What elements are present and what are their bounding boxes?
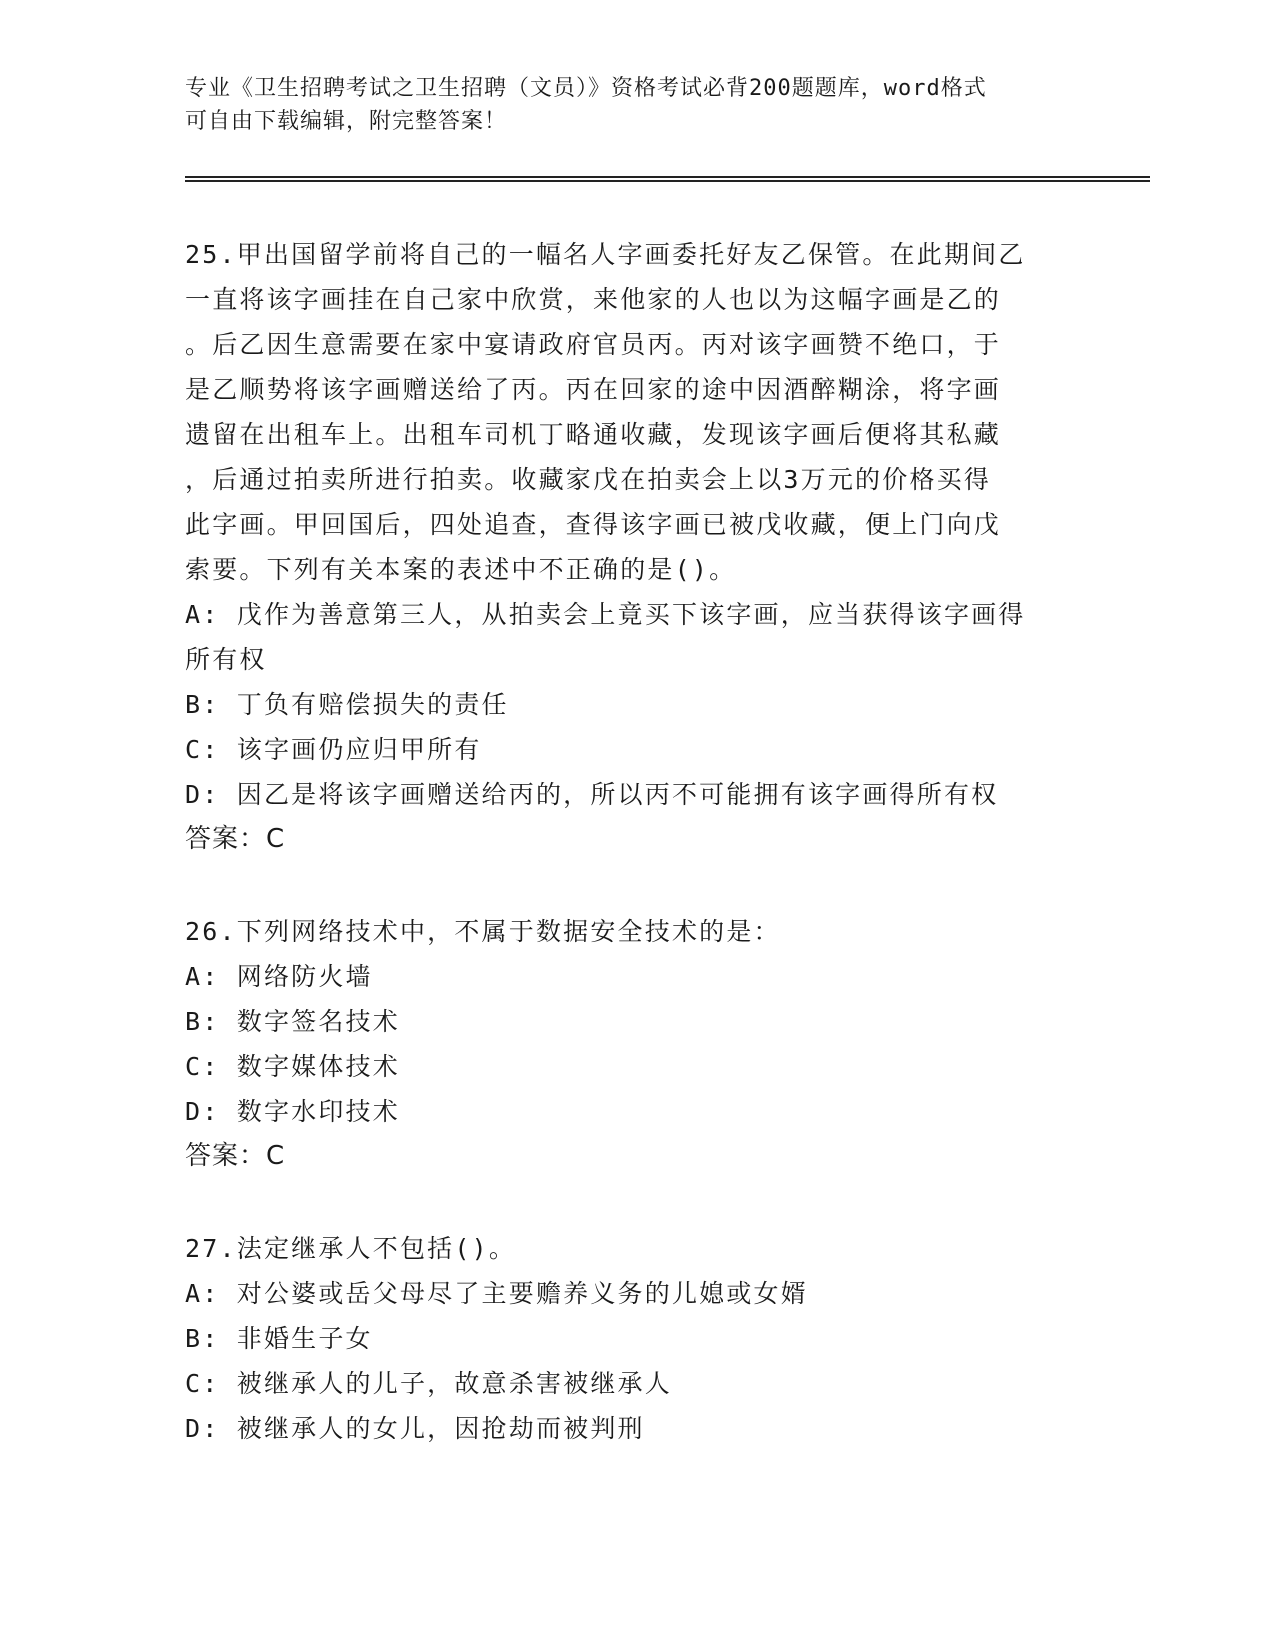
option-a: A: 戊作为善意第三人，从拍卖会上竟买下该字画，应当获得该字画得 [185,600,1026,629]
option-a: A: 对公婆或岳父母尽了主要赡养义务的儿媳或女婿 [185,1279,808,1308]
option-d: D: 数字水印技术 [185,1097,400,1126]
question-stem-line: 。后乙因生意需要在家中宴请政府官员丙。丙对该字画赞不绝口，于 [185,330,1002,359]
question-26 [185,909,1085,1179]
option-d: D: 被继承人的女儿，因抢劫而被判刑 [185,1414,645,1443]
option-b: B: 数字签名技术 [185,1007,400,1036]
option-c: C: 被继承人的儿子，故意杀害被继承人 [185,1369,672,1398]
question-stem-line: 此字画。甲回国后，四处追查，查得该字画已被戊收藏，便上门向戊 [185,510,1002,539]
question-spacer [185,862,1085,909]
option-b: B: 丁负有赔偿损失的责任 [185,690,509,719]
question-stem-line: 一直将该字画挂在自己家中欣赏，来他家的人也以为这幅字画是乙的 [185,285,1002,314]
question-25 [185,232,1085,862]
option-b: B: 非婚生子女 [185,1324,373,1353]
document-header [185,72,1065,138]
header-line-1: 专业《卫生招聘考试之卫生招聘（文员）》资格考试必背200题题库，word格式 [185,76,987,101]
option-a: A: 网络防火墙 [185,962,373,991]
answer-label: 答案：C [185,824,286,854]
question-stem-line: 25.甲出国留学前将自己的一幅名人字画委托好友乙保管。在此期间乙 [185,240,1026,269]
question-stem-line: 遗留在出租车上。出租车司机丁略通收藏，发现该字画后便将其私藏 [185,420,1002,449]
question-stem-line: 是乙顺势将该字画赠送给了丙。丙在回家的途中因酒醉糊涂，将字画 [185,375,1002,404]
option-c: C: 该字画仍应归甲所有 [185,735,482,764]
question-stem-line: 索要。下列有关本案的表述中不正确的是()。 [185,555,737,584]
question-stem-line: ，后通过拍卖所进行拍卖。收藏家戊在拍卖会上以3万元的价格买得 [185,465,992,494]
option-d: D: 因乙是将该字画赠送给丙的，所以丙不可能拥有该字画得所有权 [185,780,999,809]
question-27 [185,1226,1085,1451]
question-spacer [185,1179,1085,1226]
header-line-2: 可自由下载编辑，附完整答案！ [185,109,508,134]
question-stem-line: 26.下列网络技术中，不属于数据安全技术的是： [185,917,781,946]
header-divider [185,176,1150,182]
option-c: C: 数字媒体技术 [185,1052,400,1081]
question-stem-line: 27.法定继承人不包括()。 [185,1234,517,1263]
option-a-continued: 所有权 [185,645,267,674]
question-list [185,232,1085,1451]
answer-label: 答案：C [185,1141,286,1171]
